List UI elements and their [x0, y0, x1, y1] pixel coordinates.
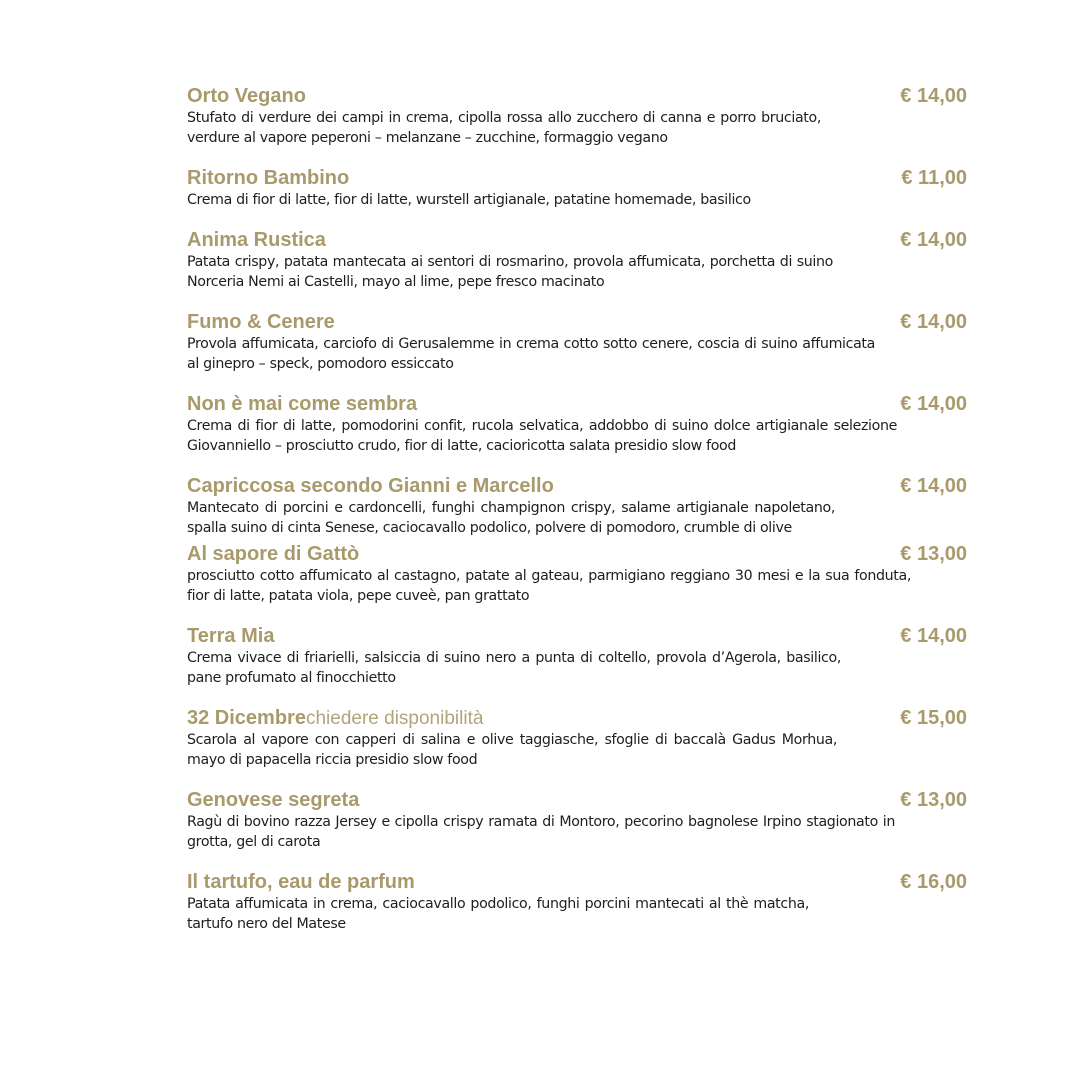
- menu-item-price: € 14,00: [900, 393, 967, 415]
- menu-item-name: Anima Rustica: [187, 229, 326, 251]
- menu-item-name: Il tartufo, eau de parfum: [187, 871, 415, 893]
- menu-item-name: Capriccosa secondo Gianni e Marcello: [187, 475, 554, 497]
- menu-item: [187, 228, 967, 292]
- menu-item-name: Ritorno Bambino: [187, 167, 350, 189]
- menu-item: [187, 788, 967, 852]
- menu-item-name: [187, 707, 483, 729]
- menu-item-header: [187, 542, 967, 566]
- menu-item-description: Mantecato di porcini e cardoncelli, funghi champignon crispy, salame artigianale napoletano, spalla suino di cinta Senese, caciocavallo podolico, polvere di pomodoro, crumble di olive: [187, 500, 835, 536]
- menu-item-header: [187, 474, 967, 498]
- menu-item-description: Patata affumicata in crema, caciocavallo podolico, funghi porcini mantecati al thè matcha, tartufo nero del Matese: [187, 896, 809, 932]
- menu-item-header: [187, 166, 967, 190]
- menu-item-header: [187, 310, 967, 334]
- menu-item: [187, 310, 967, 374]
- menu-item: [187, 542, 967, 606]
- menu-item-price: € 14,00: [900, 311, 967, 333]
- menu-item-price: € 14,00: [900, 625, 967, 647]
- menu-item: [187, 392, 967, 456]
- menu-item-price: € 16,00: [900, 871, 967, 893]
- menu-item: [187, 84, 967, 148]
- menu-item-price: € 14,00: [900, 229, 967, 251]
- menu-item-name: Non è mai come sembra: [187, 393, 418, 415]
- menu-item-header: [187, 84, 967, 108]
- menu-item-name: Orto Vegano: [187, 85, 306, 107]
- menu-item-name: Terra Mia: [187, 625, 275, 647]
- menu-item-name: Fumo & Cenere: [187, 311, 335, 333]
- menu-item-price: € 13,00: [900, 789, 967, 811]
- menu-item-description: Crema di fior di latte, pomodorini confit, rucola selvatica, addobbo di suino dolce artigianale selezione Giovanniello – prosciutto crudo, fior di latte, cacioricotta salata presidio slow food: [187, 418, 897, 454]
- menu-item-description: Crema vivace di friarielli, salsiccia di suino nero a punta di coltello, provola d’Agerola, basilico, pane profumato al finocchietto: [187, 650, 841, 686]
- menu-item-description: Patata crispy, patata mantecata ai sentori di rosmarino, provola affumicata, porchetta di suino Norceria Nemi ai Castelli, mayo al lime, pepe fresco macinato: [187, 254, 833, 290]
- menu-item-price: € 13,00: [900, 543, 967, 565]
- menu-item-description: Stufato di verdure dei campi in crema, cipolla rossa allo zucchero di canna e porro bruciato, verdure al vapore peperoni – melanzane – zucchine, formaggio vegano: [187, 110, 821, 146]
- menu-item: [187, 166, 967, 210]
- menu-item-header: [187, 706, 967, 730]
- menu-item-name: Al sapore di Gattò: [187, 543, 360, 565]
- menu-item-price: € 14,00: [900, 85, 967, 107]
- menu-item-description: Ragù di bovino razza Jersey e cipolla crispy ramata di Montoro, pecorino bagnolese Irpino stagionato in grotta, gel di carota: [187, 814, 895, 850]
- menu-item-header: [187, 228, 967, 252]
- menu-item-header: [187, 870, 967, 894]
- menu-item: [187, 624, 967, 688]
- menu-item-price: € 15,00: [900, 707, 967, 729]
- menu-item-name: Genovese segreta: [187, 789, 360, 811]
- menu-item-description: Provola affumicata, carciofo di Gerusalemme in crema cotto sotto cenere, coscia di suino affumicata al ginepro – speck, pomodoro essiccato: [187, 336, 875, 372]
- pizza-menu: [187, 84, 967, 952]
- menu-item-name-text: 32 Dicembre: [187, 707, 306, 729]
- menu-item: [187, 870, 967, 934]
- menu-item-header: [187, 788, 967, 812]
- menu-item-header: [187, 624, 967, 648]
- menu-item: [187, 706, 967, 770]
- menu-item-price: € 11,00: [901, 167, 967, 189]
- menu-item-description: Scarola al vapore con capperi di salina e olive taggiasche, sfoglie di baccalà Gadus Morhua, mayo di papacella riccia presidio slow food: [187, 732, 837, 768]
- menu-item-description: prosciutto cotto affumicato al castagno, patate al gateau, parmigiano reggiano 30 mesi e la sua fonduta, fior di latte, patata viola, pepe cuveè, pan grattato: [187, 568, 911, 604]
- availability-note: chiedere disponibilità: [305, 708, 484, 729]
- menu-item: [187, 474, 967, 538]
- menu-item-description: Crema di fior di latte, fior di latte, wurstell artigianale, patatine homemade, basilico: [187, 192, 751, 208]
- menu-item-header: [187, 392, 967, 416]
- menu-item-price: € 14,00: [900, 475, 967, 497]
